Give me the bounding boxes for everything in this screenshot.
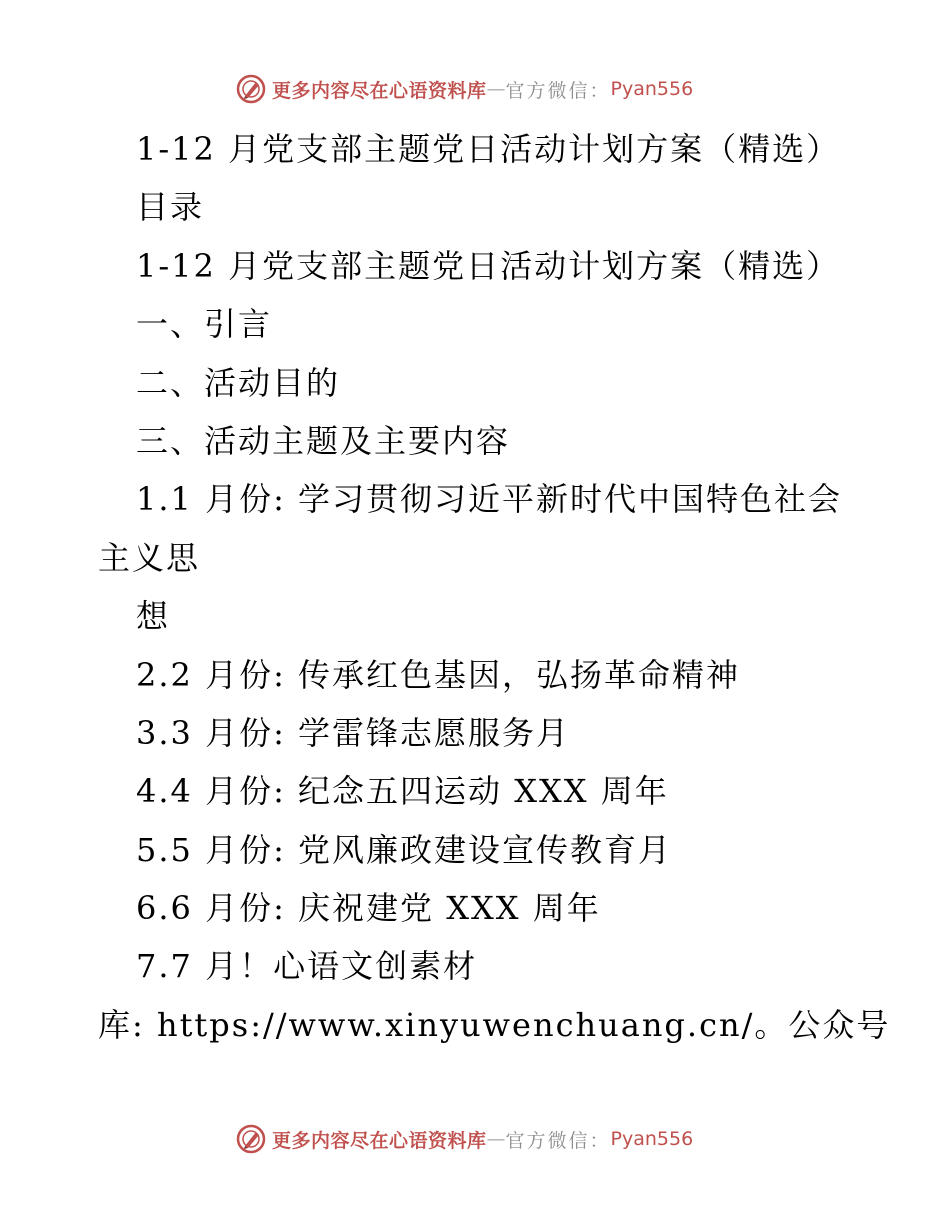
- toc-item: 2.2 月份: 传承红色基因，弘扬革命精神: [136, 655, 741, 694]
- toc-item-continuation: 想: [136, 597, 171, 636]
- watermark-sub-text: 官方微信：: [505, 1129, 611, 1152]
- toc-item: 一、引言: [136, 305, 273, 344]
- watermark-wechat-id: Pyan556: [610, 78, 694, 100]
- pen-logo-icon: [236, 74, 266, 104]
- watermark-main-text: 更多内容尽在心语资料库: [272, 79, 487, 102]
- watermark-main-text: 更多内容尽在心语资料库: [272, 1129, 487, 1152]
- toc-item: 1.1 月份: 学习贯彻习近平新时代中国特色社会: [136, 480, 843, 519]
- toc-item: 6.6 月份: 庆祝建党 XXX 周年: [136, 889, 601, 928]
- toc-item-continuation: 库: https://www.xinyuwenchuang.cn/。公众号: [98, 1005, 891, 1044]
- watermark-separator: —: [486, 1128, 506, 1150]
- document-body: [98, 120, 891, 1054]
- toc-item: 3.3 月份: 学雷锋志愿服务月: [136, 713, 571, 752]
- toc-item: 二、活动目的: [136, 363, 341, 402]
- document-title: 1-12 月党支部主题党日活动计划方案（精选）: [136, 130, 841, 168]
- toc-item: 5.5 月份: 党风廉政建设宣传教育月: [136, 830, 673, 869]
- toc-item: 三、活动主题及主要内容: [136, 421, 511, 460]
- footer-watermark: [236, 1122, 756, 1156]
- watermark-sub-text: 官方微信：: [505, 79, 611, 102]
- toc-item: 1-12 月党支部主题党日活动计划方案（精选）: [136, 246, 841, 285]
- toc-item: 7.7 月！心语文创素材: [136, 947, 478, 986]
- header-watermark: [236, 72, 756, 106]
- toc-item-continuation: 主义思: [98, 538, 201, 577]
- toc-item: 4.4 月份: 纪念五四运动 XXX 周年: [136, 772, 669, 811]
- pen-logo-icon: [236, 1124, 266, 1154]
- watermark-separator: —: [486, 78, 506, 100]
- watermark-wechat-id: Pyan556: [610, 1128, 694, 1150]
- toc-heading: 目录: [136, 188, 205, 227]
